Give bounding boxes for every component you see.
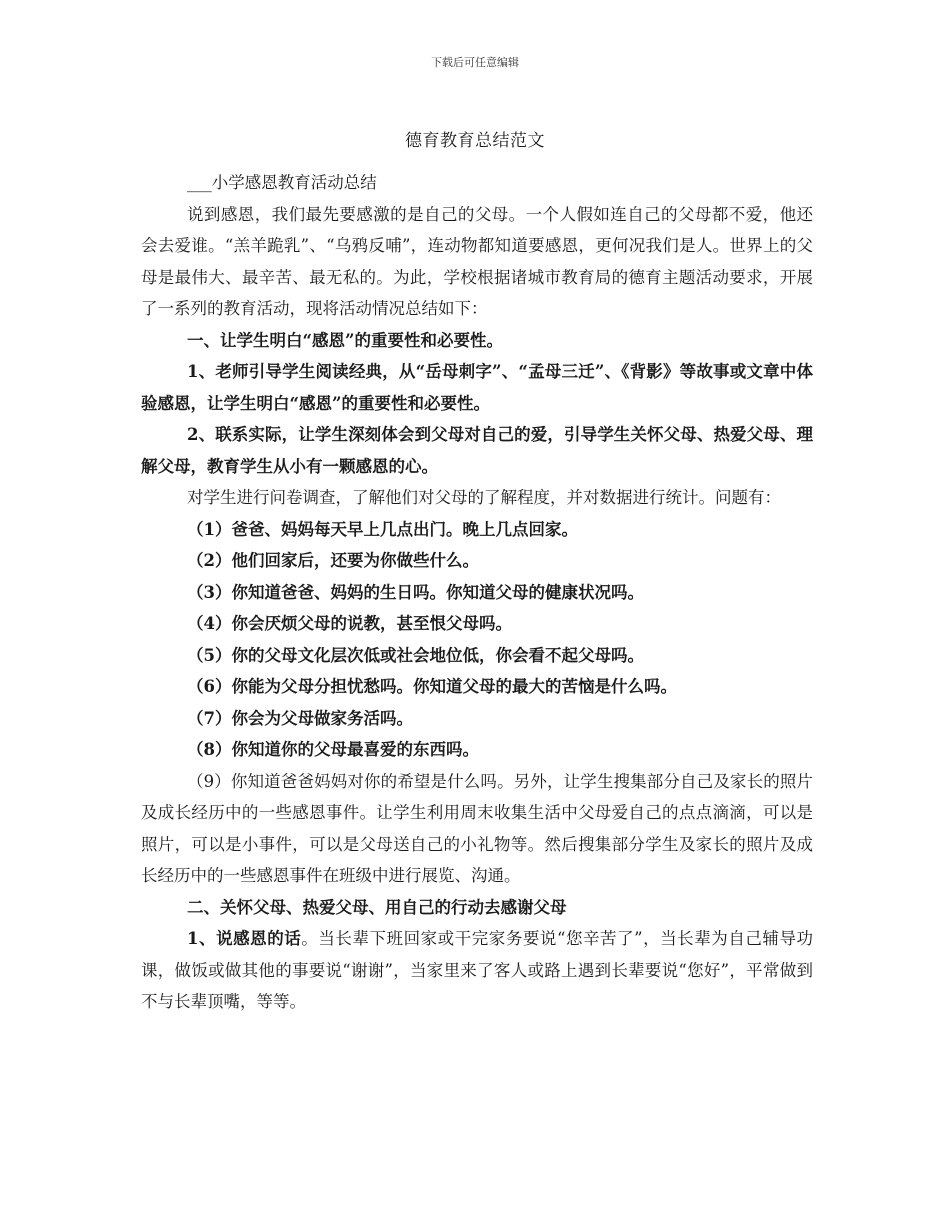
question-item: （4）你会厌烦父母的说教，甚至恨父母吗。 [187,614,512,633]
question-9-paragraph: （9）你知道爸爸妈妈对你的希望是什么吗。另外，让学生搜集部分自己及家长的照片及成长经历中的一些感恩事件。让学生利用周末收集生活中父母爱自己的点点滴滴，可以是照片，可以是小事件，可以是父母送自己的小礼物等。然后搜集部分学生及家长的照片及成长经历中的一些感恩事件在班级中进行展览、沟通。 [141,771,813,885]
document-title: 德育教育总结范文 [405,131,545,151]
document-body [141,167,813,1018]
section2-heading: 二、关怀父母、热爱父母、用自己的行动去感谢父母 [187,897,567,917]
section1-item2: 2、联系实际，让学生深刻体会到父母对自己的爱，引导学生关怀父母、热爱父母、理解父母，教育学生从小有一颗感恩的心。 [141,425,813,476]
question-item: （5）你的父母文化层次低或社会地位低，你会看不起父母吗。 [187,645,644,665]
question-item: （2）他们回家后，还要为你做些什么。 [187,551,479,570]
section1-item1: 1、老师引导学生阅读经典，从“岳母刺字”、“孟母三迁”、《背影》等故事或文章中体验感恩，让学生明白“感恩”的重要性和必要性。 [141,362,813,413]
question-item: （1）爸爸、妈妈每天早上几点出门。晚上几点回家。 [187,519,578,539]
question-item: （6）你能为父母分担忧愁吗。你知道父母的最大的苦恼是什么吗。 [187,677,677,696]
subtitle: ___小学感恩教育活动总结 [187,173,377,192]
survey-intro: 对学生进行问卷调查，了解他们对父母的了解程度，并对数据进行统计。问题有： [187,488,781,507]
question-item: （3）你知道爸爸、妈妈的生日吗。你知道父母的健康状况吗。 [187,582,644,602]
header-note: 下载后可任意编辑 [431,56,519,69]
section1-heading: 一、让学生明白“感恩”的重要性和必要性。 [187,330,503,350]
section2-item1 [141,923,813,1018]
question-item: （8）你知道你的父母最喜爱的东西吗。 [187,740,479,759]
intro-paragraph: 说到感恩，我们最先要感激的是自己的父母。一个人假如连自己的父母都不爱，他还会去爱谁。“羔羊跪乳”、“乌鸦反哺”，连动物都知道要感恩，更何况我们是人。世界上的父母是最伟大、最辛苦、最无私的。为此，学校根据诸城市教育局的德育主题活动要求，开展了一系列的教育活动，现将活动情况总结如下： [141,204,813,318]
question-item: （7）你会为父母做家务活吗。 [187,708,413,728]
section2-item1-lead: 1、说感恩的话 [187,929,302,948]
section2-item1-body: 。当长辈下班回家或干完家务要说“您辛苦了”，当长辈为自己辅导功课，做饭或做其他的事要说“谢谢”，当家里来了客人或路上遇到长辈要说“您好”，平常做到不与长辈顶嘴，等等。 [141,929,813,1011]
